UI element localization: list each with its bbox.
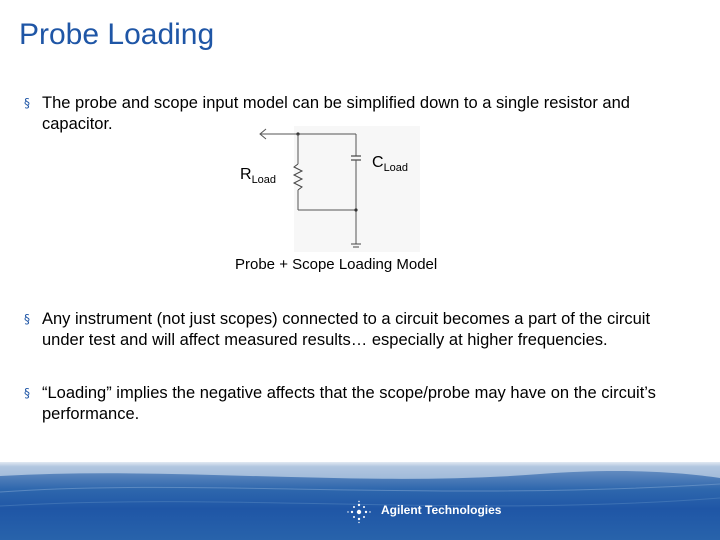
agilent-spark-icon [345, 500, 373, 524]
logo-text: Agilent Technologies [381, 503, 502, 517]
page-title: Probe Loading [19, 18, 215, 51]
circuit-diagram [236, 126, 426, 252]
bullet-text: “Loading” implies the negative affects that the scope/probe may have on the circuit’s performance. [42, 384, 656, 423]
junction-node [354, 208, 357, 211]
bullet-marker: § [24, 96, 30, 110]
circuit-schematic [236, 126, 426, 252]
bullet-marker: § [24, 312, 30, 326]
diagram-background [294, 126, 420, 252]
bullet-text: Any instrument (not just scopes) connected to a circuit becomes a part of the circuit under test and will affect measured results… especially at higher frequencies. [42, 310, 651, 349]
bullet-item [24, 383, 696, 425]
bullet-item [24, 309, 696, 351]
bullet-text: The probe and scope input model can be simplified down to a single resistor and capacitor. [42, 94, 630, 133]
capacitor-label: $C_{Load}$ [372, 154, 409, 174]
agilent-logo [345, 500, 515, 524]
bullet-marker: § [24, 386, 30, 400]
resistor-label: $R_{Load}$ [240, 166, 277, 186]
diagram-caption: Probe + Scope Loading Model [235, 256, 438, 273]
